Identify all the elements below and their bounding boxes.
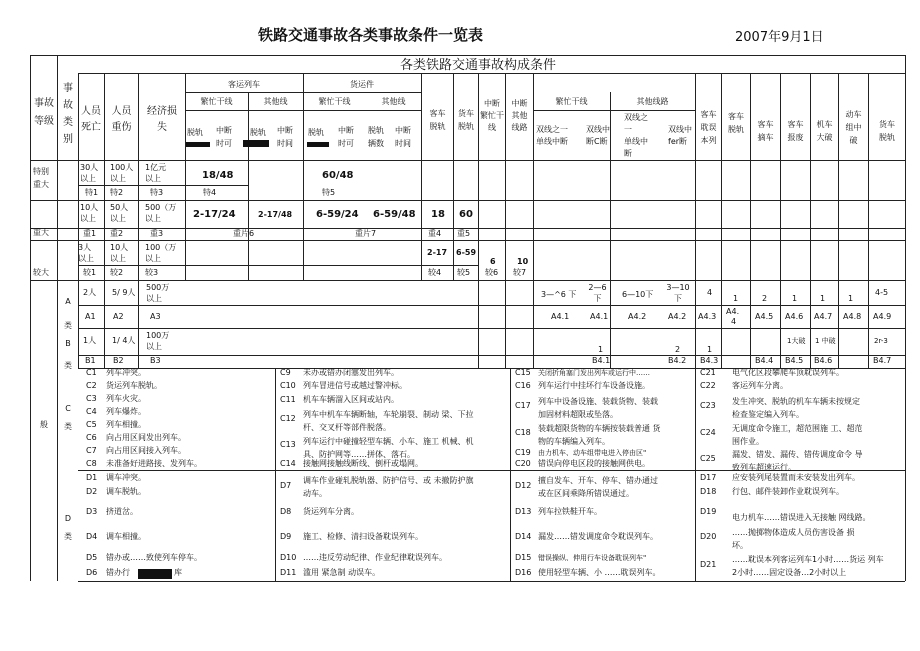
A-dbl1: 3—^6 下 (541, 290, 577, 299)
A-num-6: 4-5 (875, 288, 889, 297)
header-interrupt-4: 中断 时间 (395, 126, 411, 148)
C25-text: 漏发、错发、漏传、错传调度命令 导 致列车超速运行。 (732, 450, 863, 472)
C7-code: C7 (86, 446, 97, 455)
C24-text: 无调度命令施工，超范围施 工、超范 围作业。 (732, 424, 863, 446)
special-loss: 1亿元 以上 (145, 163, 167, 183)
larger-fc: 6-59 (456, 248, 477, 257)
B-num-2: 2 (675, 345, 681, 354)
D5-code: D5 (86, 553, 98, 562)
C22-text: 客运列车分离。 (732, 381, 788, 390)
B-num-6: 2r-3 (874, 337, 888, 345)
header-interrupt-1: 中断 时可 (216, 126, 232, 148)
header-pc-ignite: 客车 摘车 (757, 120, 774, 142)
D7-code: D7 (280, 481, 292, 490)
major-code-7: 重片7 (355, 229, 377, 238)
C20-code: C20 (515, 459, 531, 468)
B-code-1: B1 (85, 356, 96, 365)
A-death: 2人 (83, 288, 97, 297)
B-code-5: B4.2 (668, 356, 687, 365)
B-death: 1人 (83, 336, 97, 345)
major-code-4: 重4 (428, 229, 442, 238)
B-code-9: B4.6 (814, 356, 833, 365)
major-code-2: 重2 (110, 229, 124, 238)
major-death: 10人 以上 (80, 203, 99, 223)
special-death: 30人 以上 (80, 163, 99, 183)
D8-code: D8 (280, 507, 292, 516)
C18-text: 装载超限货物的车辆按装载普通 货 物的车辆编入列车。 (538, 424, 661, 446)
D10-code: D10 (280, 553, 297, 562)
A-code-4: A4.1 (551, 312, 570, 321)
A-code-6: A4.2 (628, 312, 647, 321)
A-injury: 5/ 9人 (112, 288, 136, 297)
A-num-5: 1 (848, 294, 854, 303)
C2-text: 货运列车脱轨。 (106, 381, 162, 390)
larger-label: 较大 (33, 268, 49, 277)
A-code-8: A4.3 (698, 312, 717, 321)
B-loss: 100万 以上 (146, 331, 170, 351)
header-freight-busy: 繁忙干线 (318, 97, 351, 106)
special-label: 特别 重大 (33, 167, 49, 189)
C23-text: 发生冲突、脱轨的机车车辆未按规定 检查鉴定编入列车。 (732, 397, 860, 419)
D16-code: D16 (515, 568, 532, 577)
D3-text: 挤道岔。 (106, 507, 138, 516)
D11-text: 滥用 紧急制 动误车。 (303, 568, 381, 577)
A-code-10: A4.5 (755, 312, 774, 321)
header-interrupt-3: 中断 时可 (338, 126, 354, 148)
special-code-3: 特3 (150, 188, 164, 197)
A-num-4: 1 (820, 294, 826, 303)
C11-text: 机车车辆溜入区间或站内。 (303, 395, 399, 404)
D10-text: ……违反劳动纪律、作业纪律耽误列车。 (303, 553, 447, 562)
larger-pc: 2-17 (427, 248, 448, 257)
larger-code-1: 较1 (83, 268, 97, 277)
header-passenger: 客运列车 (228, 80, 260, 89)
header-category: 事 故 类 别 (63, 83, 73, 145)
header-busy2: 繁忙干线 (555, 97, 588, 106)
C21-text: 电气化区段攀爬车顶耽误列车。 (732, 368, 844, 377)
D14-code: D14 (515, 532, 532, 541)
C24-code: C24 (700, 428, 716, 437)
D3-code: D3 (86, 507, 98, 516)
C11-code: C11 (280, 395, 296, 404)
major-injury: 50人 以上 (110, 203, 129, 223)
larger-injury: 10人 以上 (110, 243, 129, 263)
D8-text: 货运列车分离。 (303, 507, 359, 516)
header-pass-other: 其他线 (263, 97, 288, 106)
C1-code: C1 (86, 368, 97, 377)
header-derail-3: 脱轨 (308, 128, 324, 137)
major-label: 重大 (33, 228, 49, 237)
A-dbl4: 3—10 下 (666, 283, 690, 303)
special-code-2: 特2 (110, 188, 124, 197)
C19-text: 由力机车、动车组带电进入停由区" (538, 449, 647, 457)
major-code-5: 重5 (457, 229, 471, 238)
C15-code: C15 (515, 368, 531, 377)
C15-text: 关闭折角塞门发出列车或运行中…… (538, 369, 650, 377)
C22-code: C22 (700, 381, 716, 390)
header-death: 人员 死亡 (81, 106, 101, 133)
C5-text: 列车相撞。 (106, 420, 146, 429)
table-subtitle: 各类铁路交通事故构成条件 (400, 58, 557, 73)
C13-text: 列车运行中碰撞轻型车辆、小车、施工 机械、机 具、防护网等……拼体、落石。 (303, 437, 474, 459)
C10-text: 列车冒进信号或越过警冲标。 (303, 381, 407, 390)
C19-code: C19 (515, 448, 531, 457)
header-fc-derail: 货车 脱轨 (458, 109, 474, 131)
B-code-7: B4.4 (755, 356, 774, 365)
C6-text: 向占用区间发出列车。 (106, 433, 186, 442)
A-code-13: A4.8 (843, 312, 862, 321)
D5-text: 错办或……致使列车停车。 (106, 553, 202, 562)
D20-code: D20 (700, 532, 717, 541)
special-injury: 100人 以上 (110, 163, 134, 183)
header-dbl1: 双线之一 单线中断 (536, 125, 568, 146)
date: 2007年9月1日 (735, 30, 824, 45)
D18-code: D18 (700, 487, 717, 496)
B-code-8: B4.5 (785, 356, 804, 365)
C14-text: 接触网接触线断线、倒杆或塌网。 (303, 459, 423, 468)
header-pc-derail: 客车 脱轨 (429, 109, 446, 131)
larger-code-4: 较4 (428, 268, 442, 277)
major-pc: 18 (431, 209, 445, 220)
C14-code: C14 (280, 459, 296, 468)
D17-text: 应安装列尾装置而未安装发出列车。 (732, 473, 860, 482)
major-freight-busy: 6-59/24 (316, 209, 359, 220)
D21-code: D21 (700, 560, 717, 569)
C7-text: 向占用区间接入列车。 (106, 446, 186, 455)
larger-code-7: 较7 (513, 268, 527, 277)
header-pc-scrap: 客车 报废 (787, 120, 804, 142)
C17-code: C17 (515, 401, 531, 410)
D17-code: D17 (700, 473, 717, 482)
A-code-1: A1 (85, 312, 96, 321)
D-label: D 类 (64, 514, 72, 541)
A-num-2: 2 (762, 294, 768, 303)
D12-code: D12 (515, 481, 532, 490)
C1-text: 列车冲突。 (106, 368, 146, 377)
C25-code: C25 (700, 454, 716, 463)
D15-code: D15 (515, 553, 532, 562)
C12-code: C12 (280, 414, 296, 423)
A-num-3: 1 (792, 294, 798, 303)
major-code-6: 重片6 (233, 229, 255, 238)
header-dbl3: 双线之 一 单线中 断 (624, 113, 648, 158)
header-pc-delay: 客车 耽误 本列 (700, 110, 717, 145)
C8-text: 未准备好进路接、发列车。 (106, 459, 202, 468)
A-code-12: A4.7 (814, 312, 833, 321)
B-code-4: B4.1 (592, 356, 611, 365)
A-pc-delay: 4 (707, 288, 713, 297)
major-loss: 500（万 以上 (145, 203, 177, 223)
larger-code-3: 较3 (145, 268, 159, 277)
major-fc: 60 (459, 209, 473, 220)
D14-text: 漏发……错发调度命令耽误列车。 (538, 532, 658, 541)
major-pass-other: 2-17/48 (258, 210, 293, 219)
header-int-busy: 中断 繁忙干 线 (480, 99, 504, 132)
page-title: 铁路交通事故各类事故条件一览表 (258, 26, 484, 44)
B-num-5: 1 中破 (815, 337, 836, 345)
special-code-1: 特1 (85, 188, 99, 197)
D16-text: 使用轻型车辆、小 ……耽误列车。 (538, 568, 661, 577)
C9-code: C9 (280, 368, 291, 377)
special-freight-busy: 60/48 (322, 170, 354, 181)
C3-text: 列车火灾。 (106, 394, 146, 403)
special-code-5: 特5 (322, 188, 336, 197)
header-int-other: 中断 其他 线路 (511, 99, 528, 132)
B-label: B 类 (64, 339, 72, 370)
B-num-3: 1 (707, 345, 713, 354)
D6-text: 错办行 (106, 568, 130, 577)
header-other2: 其他线路 (636, 97, 669, 106)
A-label: A 类 (64, 297, 72, 330)
header-level: 事故 等级 (34, 98, 54, 127)
A-num-1: 1 (733, 294, 739, 303)
D4-text: 调车相撞。 (106, 532, 146, 541)
A-loss: 500万 以上 (146, 283, 170, 303)
C21-code: C21 (700, 368, 716, 377)
A-code-3: A3 (150, 312, 161, 321)
header-derail-2: 脱轨 (250, 128, 266, 137)
C23-code: C23 (700, 401, 716, 410)
C6-code: C6 (86, 433, 97, 442)
larger-death: 3人 以上 (78, 243, 94, 263)
header-pc-derail2: 客车 脱轨 (728, 112, 744, 134)
header-loss: 经济损 失 (147, 106, 177, 133)
larger-io: 10 (517, 257, 529, 266)
special-pass-busy: 18/48 (202, 170, 234, 181)
header-freight-other: 其他线 (381, 97, 406, 106)
D13-text: 列车拉铁鞋开车。 (538, 507, 602, 516)
A-dbl2: 2—6 下 (588, 283, 607, 303)
header-injury: 人员 重伤 (111, 106, 132, 133)
B-code-10: B4.7 (873, 356, 892, 365)
A-code-14: A4.9 (873, 312, 892, 321)
D2-text: 调车脱轨。 (106, 487, 146, 496)
C9-text: 未办或错办闭塞发出列车。 (303, 368, 399, 377)
A-code-2: A2 (113, 312, 124, 321)
D11-code: D11 (280, 568, 297, 577)
C4-text: 列车爆炸。 (106, 407, 146, 416)
D1-text: 调车冲突。 (106, 473, 146, 482)
A-code-7: A4.2 (668, 312, 687, 321)
D12-text: 擅自发车、开车、停车、错办通过 或在区间乘降所错误通过。 (538, 476, 658, 498)
C12-text: 列车中机车车辆断轴，车轮崩裂、制动 梁、下拉 杆、交叉杆等部件脱落。 (303, 410, 474, 432)
D6-tail: 库 (174, 568, 182, 577)
A-code-5: A4.1 (590, 312, 609, 321)
D9-code: D9 (280, 532, 292, 541)
D7-text: 调车作业碰轧脱轨器、防护信号、或 未撤防护旗 动车。 (303, 476, 474, 498)
D1-code: D1 (86, 473, 98, 482)
header-pass-busy: 繁忙干线 (200, 97, 233, 106)
header-freight: 货运件 (350, 80, 374, 89)
header-dbl4: 双线中 fer断 (668, 125, 692, 146)
C13-code: C13 (280, 440, 296, 449)
header-derail-cars: 脱轨 辆数 (368, 126, 384, 148)
D2-code: D2 (86, 487, 98, 496)
larger-loss: 100（万 以上 (145, 243, 177, 263)
larger-code-2: 较2 (110, 268, 124, 277)
C20-text: 错误向停电区段的接触网供电。 (538, 459, 650, 468)
header-emu: 动车 组中 破 (845, 110, 862, 145)
C17-text: 列车中设备设施、装载货物、装载 加固材料超限或坠落。 (538, 397, 658, 419)
major-freight-other: 6-59/48 (373, 209, 416, 220)
C2-code: C2 (86, 381, 97, 390)
major-pass-busy: 2-17/24 (193, 209, 236, 220)
B-injury: 1/ 4人 (112, 336, 136, 345)
C16-code: C16 (515, 381, 531, 390)
A-dbl3: 6—10下 (622, 290, 654, 299)
major-code-1: 重1 (83, 229, 97, 238)
B-code-2: B2 (113, 356, 124, 365)
B-num-4: 1大破 (787, 337, 806, 345)
major-code-3: 重3 (150, 229, 164, 238)
general-label: 般 (40, 420, 48, 429)
C4-code: C4 (86, 407, 97, 416)
header-fc-derail2: 货车 脱轨 (879, 120, 895, 142)
D21-text: ……耽误本列客运列车1小时……货运 列车 2小时……固定设备…2小时以上 (732, 555, 884, 577)
A-code-9: A4. 4 (726, 307, 740, 326)
C3-code: C3 (86, 394, 97, 403)
D19-code: D19 (700, 507, 717, 516)
D9-text: 施工、检修、清扫设备耽误列车。 (303, 532, 423, 541)
C18-code: C18 (515, 428, 531, 437)
C8-code: C8 (86, 459, 97, 468)
B-code-3: B3 (150, 356, 161, 365)
A-code-11: A4.6 (785, 312, 804, 321)
B-num-1: 1 (598, 345, 604, 354)
header-loco: 机车 大破 (816, 120, 833, 142)
special-code-4: 特4 (203, 188, 217, 197)
C10-code: C10 (280, 381, 296, 390)
D15-text: 错误操纵、伸用行车设备耽误列车" (538, 554, 647, 562)
D18-text: 行包、邮件装卸作业耽误列车。 (732, 487, 844, 496)
D19-text: 电力机车……错误进入无接触 网线路。 (732, 513, 871, 522)
D4-code: D4 (86, 532, 98, 541)
C-label: C 类 (64, 404, 72, 431)
D13-code: D13 (515, 507, 532, 516)
header-interrupt-2: 中断 时间 (277, 126, 293, 148)
larger-code-5: 较5 (457, 268, 471, 277)
larger-ib: 6 (490, 257, 496, 266)
C16-text: 列车运行中挂坏行车设备设施。 (538, 381, 650, 390)
header-derail-1: 脱轨 (187, 128, 203, 137)
D6-code: D6 (86, 568, 98, 577)
B-code-6: B4.3 (700, 356, 719, 365)
C5-code: C5 (86, 420, 97, 429)
larger-code-6: 较6 (485, 268, 499, 277)
D20-text: ……抛掷物体造成人员伤害设备 损 坏。 (732, 528, 855, 550)
header-dbl2: 双线中 断C断 (586, 125, 610, 146)
